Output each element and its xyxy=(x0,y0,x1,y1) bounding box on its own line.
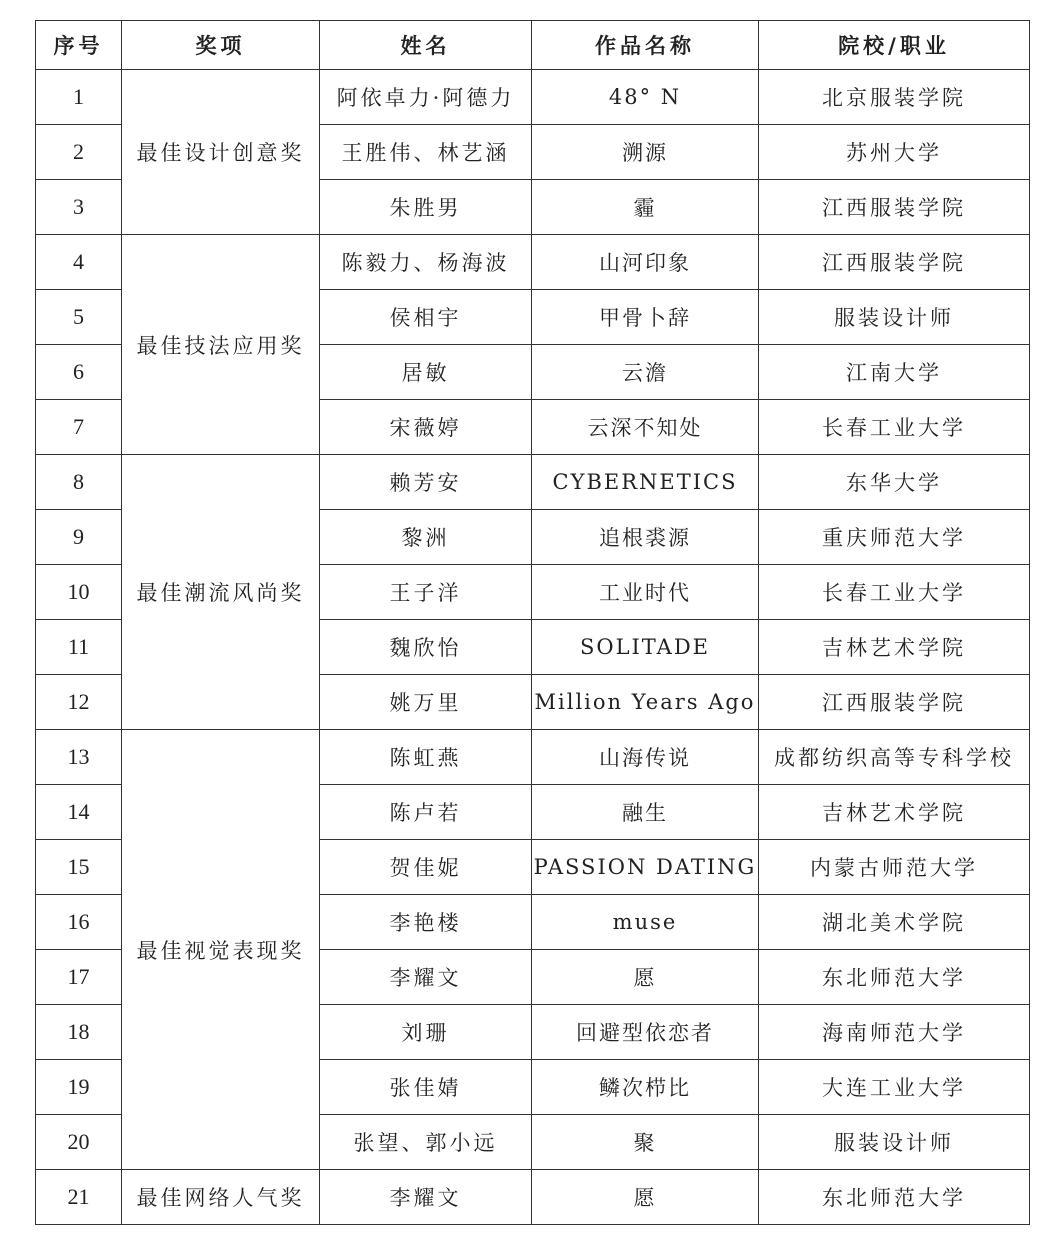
institution: 长春工业大学 xyxy=(759,565,1030,620)
winner-name: 贺佳妮 xyxy=(320,840,532,895)
header-institution: 院校/职业 xyxy=(759,21,1030,70)
winner-name: 阿依卓力·阿德力 xyxy=(320,70,532,125)
institution: 江西服装学院 xyxy=(759,675,1030,730)
institution: 长春工业大学 xyxy=(759,400,1030,455)
institution: 东北师范大学 xyxy=(759,1170,1030,1225)
row-number: 11 xyxy=(36,620,122,675)
work-title: 山河印象 xyxy=(532,235,759,290)
award-category: 最佳技法应用奖 xyxy=(122,235,320,455)
institution: 重庆师范大学 xyxy=(759,510,1030,565)
row-number: 3 xyxy=(36,180,122,235)
row-number: 1 xyxy=(36,70,122,125)
institution: 东北师范大学 xyxy=(759,950,1030,1005)
winner-name: 李艳楼 xyxy=(320,895,532,950)
institution: 苏州大学 xyxy=(759,125,1030,180)
work-title: Million Years Ago xyxy=(532,675,759,730)
institution: 内蒙古师范大学 xyxy=(759,840,1030,895)
row-number: 15 xyxy=(36,840,122,895)
winner-name: 张望、郭小远 xyxy=(320,1115,532,1170)
winner-name: 宋薇婷 xyxy=(320,400,532,455)
work-title: 追根裘源 xyxy=(532,510,759,565)
row-number: 14 xyxy=(36,785,122,840)
winner-name: 陈虹燕 xyxy=(320,730,532,785)
work-title: CYBERNETICS xyxy=(532,455,759,510)
work-title: 山海传说 xyxy=(532,730,759,785)
work-title: muse xyxy=(532,895,759,950)
row-number: 21 xyxy=(36,1170,122,1225)
winner-name: 赖芳安 xyxy=(320,455,532,510)
winner-name: 姚万里 xyxy=(320,675,532,730)
row-number: 9 xyxy=(36,510,122,565)
award-category: 最佳潮流风尚奖 xyxy=(122,455,320,730)
winner-name: 朱胜男 xyxy=(320,180,532,235)
table-row xyxy=(36,455,1030,510)
row-number: 17 xyxy=(36,950,122,1005)
institution: 江西服装学院 xyxy=(759,235,1030,290)
winner-name: 王子洋 xyxy=(320,565,532,620)
winner-name: 李耀文 xyxy=(320,950,532,1005)
institution: 江南大学 xyxy=(759,345,1030,400)
winner-name: 居敏 xyxy=(320,345,532,400)
work-title: 愿 xyxy=(532,1170,759,1225)
row-number: 20 xyxy=(36,1115,122,1170)
header-award: 奖项 xyxy=(122,21,320,70)
award-category: 最佳视觉表现奖 xyxy=(122,730,320,1170)
header-name: 姓名 xyxy=(320,21,532,70)
winner-name: 刘珊 xyxy=(320,1005,532,1060)
work-title: 甲骨卜辞 xyxy=(532,290,759,345)
table-header-row xyxy=(36,21,1030,70)
row-number: 12 xyxy=(36,675,122,730)
winner-name: 侯相宇 xyxy=(320,290,532,345)
row-number: 18 xyxy=(36,1005,122,1060)
row-number: 6 xyxy=(36,345,122,400)
work-title: SOLITADE xyxy=(532,620,759,675)
row-number: 13 xyxy=(36,730,122,785)
table-row xyxy=(36,1170,1030,1225)
winner-name: 张佳婧 xyxy=(320,1060,532,1115)
row-number: 7 xyxy=(36,400,122,455)
award-category: 最佳网络人气奖 xyxy=(122,1170,320,1225)
institution: 北京服装学院 xyxy=(759,70,1030,125)
table-row xyxy=(36,235,1030,290)
institution: 吉林艺术学院 xyxy=(759,785,1030,840)
work-title: 霾 xyxy=(532,180,759,235)
row-number: 2 xyxy=(36,125,122,180)
institution: 大连工业大学 xyxy=(759,1060,1030,1115)
winner-name: 陈卢若 xyxy=(320,785,532,840)
winner-name: 李耀文 xyxy=(320,1170,532,1225)
award-table xyxy=(35,20,1030,1225)
work-title: 愿 xyxy=(532,950,759,1005)
work-title: 溯源 xyxy=(532,125,759,180)
award-category: 最佳设计创意奖 xyxy=(122,70,320,235)
institution: 海南师范大学 xyxy=(759,1005,1030,1060)
table-row xyxy=(36,730,1030,785)
work-title: PASSION DATING xyxy=(532,840,759,895)
work-title: 融生 xyxy=(532,785,759,840)
winner-name: 魏欣怡 xyxy=(320,620,532,675)
institution: 服装设计师 xyxy=(759,1115,1030,1170)
work-title: 鳞次栉比 xyxy=(532,1060,759,1115)
row-number: 19 xyxy=(36,1060,122,1115)
header-work: 作品名称 xyxy=(532,21,759,70)
work-title: 云澹 xyxy=(532,345,759,400)
row-number: 8 xyxy=(36,455,122,510)
work-title: 云深不知处 xyxy=(532,400,759,455)
header-no: 序号 xyxy=(36,21,122,70)
institution: 服装设计师 xyxy=(759,290,1030,345)
work-title: 工业时代 xyxy=(532,565,759,620)
institution: 吉林艺术学院 xyxy=(759,620,1030,675)
winner-name: 陈毅力、杨海波 xyxy=(320,235,532,290)
work-title: 聚 xyxy=(532,1115,759,1170)
work-title: 回避型依恋者 xyxy=(532,1005,759,1060)
winner-name: 王胜伟、林艺涵 xyxy=(320,125,532,180)
row-number: 4 xyxy=(36,235,122,290)
institution: 东华大学 xyxy=(759,455,1030,510)
row-number: 5 xyxy=(36,290,122,345)
row-number: 10 xyxy=(36,565,122,620)
work-title: 48° N xyxy=(532,70,759,125)
table-row xyxy=(36,70,1030,125)
winner-name: 黎洲 xyxy=(320,510,532,565)
row-number: 16 xyxy=(36,895,122,950)
institution: 江西服装学院 xyxy=(759,180,1030,235)
institution: 湖北美术学院 xyxy=(759,895,1030,950)
institution: 成都纺织高等专科学校 xyxy=(759,730,1030,785)
